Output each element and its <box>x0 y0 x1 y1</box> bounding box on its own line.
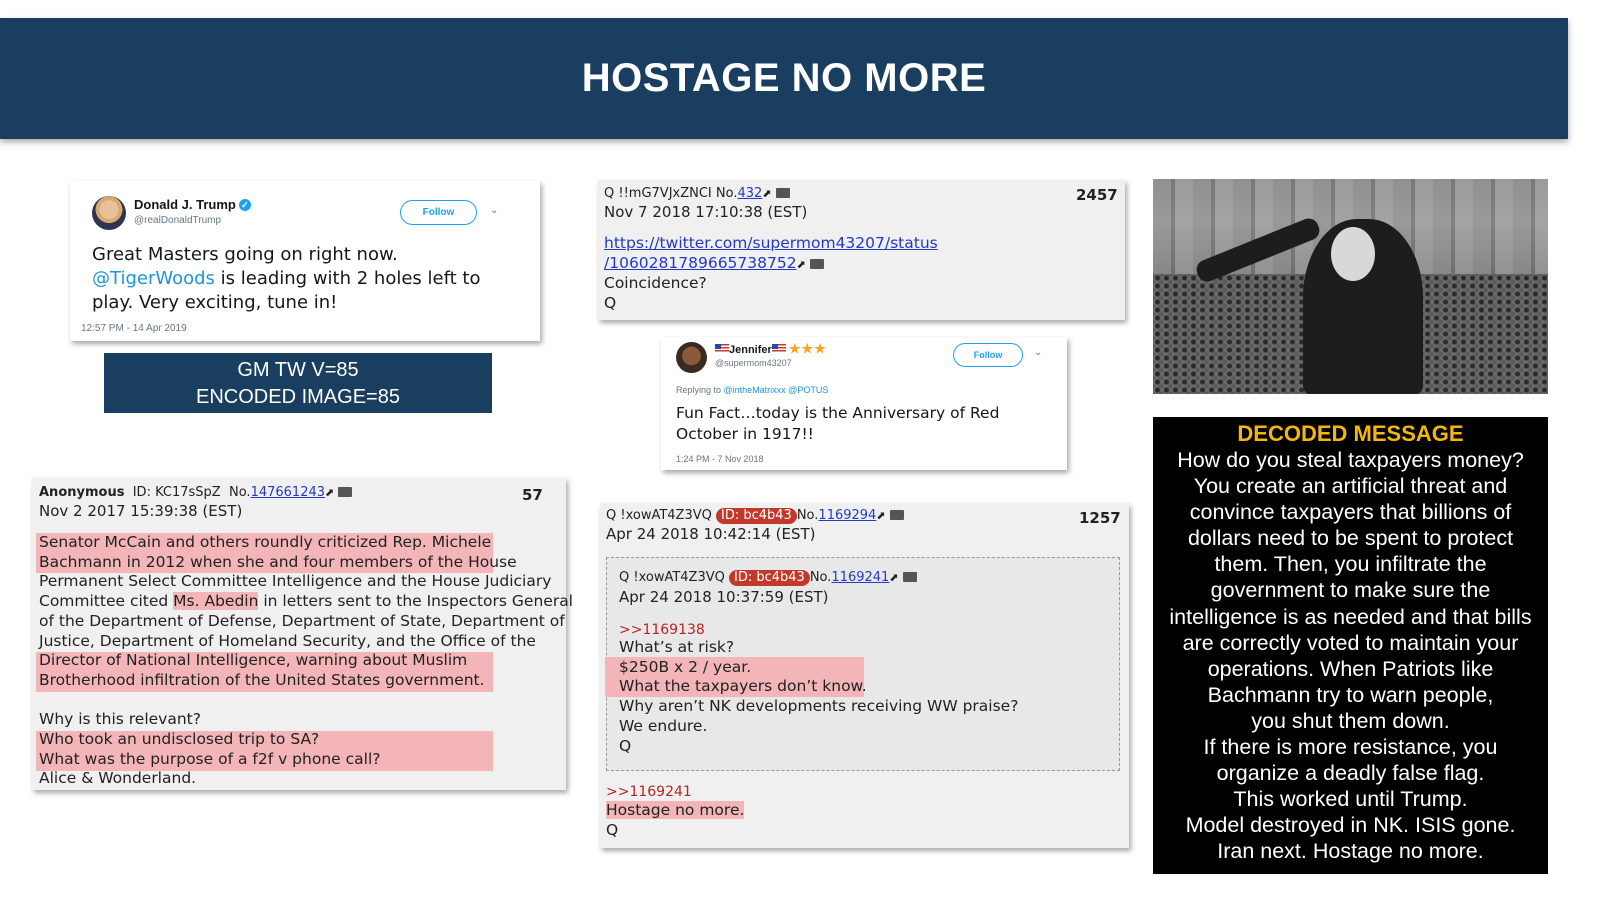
tweet-handle: @realDonaldTrump <box>134 215 222 226</box>
tweet-card-trump <box>70 181 540 341</box>
external-link-icon[interactable]: ⬈ <box>876 509 886 522</box>
post-line: of the Department of Defense, Department of State, Department of <box>39 611 565 630</box>
replying-to <box>676 385 828 395</box>
post-no-label: No. <box>809 570 832 585</box>
post-number-link[interactable]: 1169241 <box>831 570 890 585</box>
post-line: What’s at risk? <box>619 638 735 656</box>
post-date: Apr 24 2018 10:42:14 (EST) <box>606 525 816 543</box>
anon-post <box>32 478 573 790</box>
twitter-link[interactable]: https://twitter.com/supermom43207/status <box>604 234 938 252</box>
post-line: Why aren’t NK developments receiving WW praise? <box>619 697 1019 716</box>
decoded-line: intelligence is as needed and that bills <box>1169 604 1532 629</box>
decoded-line: You create an artificial threat and <box>1193 474 1508 499</box>
tweet-author <box>715 341 827 357</box>
post-line: Brotherhood infiltration of the United States government. <box>39 670 485 689</box>
chevron-down-icon[interactable]: ⌄ <box>1034 347 1043 358</box>
post-count: 2457 <box>1076 186 1118 204</box>
post-date: Apr 24 2018 10:37:59 (EST) <box>619 588 829 606</box>
mention-link[interactable]: @TigerWoods <box>92 268 215 289</box>
tweet-text <box>676 403 999 445</box>
post-line: What was the purpose of a f2f v phone call? <box>39 749 381 768</box>
external-link-icon[interactable]: ⬈ <box>889 571 899 584</box>
tweet-text-line: is leading with 2 holes left to <box>214 268 481 289</box>
q-post-2457 <box>598 180 1125 320</box>
post-header <box>604 186 790 201</box>
post-number-link[interactable]: 1169294 <box>818 508 877 523</box>
folder-icon[interactable] <box>776 188 790 198</box>
post-line: Why is this relevant? <box>39 710 201 729</box>
post-body <box>604 234 938 314</box>
post-tripcode: Q !xowAT4Z3VQ <box>606 508 712 523</box>
replying-label: Replying to <box>676 385 724 395</box>
quoted-post <box>606 557 1120 771</box>
folder-icon[interactable] <box>338 487 352 497</box>
post-header <box>619 570 917 586</box>
post-signature: Q <box>606 820 619 839</box>
post-line: Bachmann in 2012 when she and four members of the House <box>39 552 517 571</box>
decoded-line: convince taxpayers that billions of <box>1189 500 1512 525</box>
post-no-label: No. <box>228 485 251 500</box>
post-line: Committee cited <box>39 592 174 611</box>
post-no-label: No. <box>715 186 738 201</box>
decoded-line: If there is more resistance, you <box>1203 735 1498 760</box>
decoded-line: Model destroyed in NK. ISIS gone. <box>1185 813 1516 838</box>
follow-button[interactable]: Follow <box>400 200 477 225</box>
decoded-line: Iran next. Hostage no more. <box>1217 839 1484 864</box>
avatar <box>676 342 707 373</box>
post-id-badge: ID: bc4b43 <box>729 570 810 586</box>
decoded-line: How do you steal taxpayers money? <box>1177 448 1524 472</box>
author-name: Jennifer <box>729 344 772 356</box>
tweet-text-line: October in 1917!! <box>676 425 814 443</box>
historic-photo <box>1153 179 1548 394</box>
post-line: Director of National Intelligence, warning about Muslim <box>39 651 468 670</box>
post-count: 57 <box>522 486 543 504</box>
post-line: in letters sent to the Inspectors General <box>258 592 573 611</box>
post-id: ID: KC17sSpZ <box>132 485 221 500</box>
post-id-badge: ID: bc4b43 <box>716 508 797 524</box>
post-body <box>619 638 1018 756</box>
tweet-author <box>134 197 251 212</box>
decoded-line: organize a deadly false flag. <box>1216 761 1485 786</box>
tweet-timestamp: 12:57 PM - 14 Apr 2019 <box>81 323 187 334</box>
folder-icon[interactable] <box>890 510 904 520</box>
post-header <box>606 508 904 524</box>
tweet-handle: @supermom43207 <box>715 358 792 368</box>
post-line: Hostage no more. <box>606 801 745 819</box>
decoded-line: government to make sure the <box>1210 578 1491 603</box>
tweet-card-jennifer <box>661 337 1067 470</box>
encoded-value-line: ENCODED IMAGE=85 <box>196 386 400 408</box>
post-line: Coincidence? <box>604 274 707 293</box>
post-line: Senator McCain and others roundly criticized Rep. Michele <box>39 533 492 551</box>
decoded-line: operations. When Patriots like <box>1207 656 1494 681</box>
tweet-text-line: play. Very exciting, tune in! <box>92 292 338 313</box>
post-signature: Q <box>604 294 617 313</box>
post-signature: Q <box>619 736 632 755</box>
page-title: HOSTAGE NO MORE <box>581 56 987 100</box>
chevron-down-icon[interactable]: ⌄ <box>490 205 499 216</box>
verified-icon: ✓ <box>239 199 251 211</box>
decoded-line: are correctly voted to maintain your <box>1182 630 1519 655</box>
us-flag-icon <box>715 344 729 353</box>
photo-figure-head <box>1331 227 1375 281</box>
post-line: Justice, Department of Homeland Security, and the Office of the <box>39 631 536 650</box>
post-body <box>606 801 744 840</box>
post-no-label: No. <box>796 508 819 523</box>
post-line: $250B x 2 / year. <box>619 657 752 676</box>
post-number-link[interactable]: 147661243 <box>250 485 326 500</box>
us-flag-icon <box>772 344 786 353</box>
tweet-text-line: Great Masters going on right now. <box>92 244 398 265</box>
folder-icon[interactable] <box>903 572 917 582</box>
post-date: Nov 2 2017 15:39:38 (EST) <box>39 502 243 520</box>
highlighted-name: Ms. Abedin <box>173 592 259 611</box>
post-line: Permanent Select Committee Intelligence and the House Judiciary <box>39 572 552 591</box>
encoded-value-box <box>104 353 492 413</box>
decoded-message-box <box>1153 417 1548 874</box>
q-post-1257 <box>600 503 1129 848</box>
replying-to-link[interactable]: @intheMatrixxx @POTUS <box>723 385 829 395</box>
decoded-line: This worked until Trump. <box>1233 787 1468 812</box>
star-icon: ★★★ <box>788 341 827 356</box>
decoded-title: DECODED MESSAGE <box>1237 421 1464 446</box>
post-date: Nov 7 2018 17:10:38 (EST) <box>604 203 808 221</box>
decoded-line: dollars need to be spent to protect <box>1187 526 1514 551</box>
external-link-icon[interactable]: ⬈ <box>796 257 806 271</box>
external-link-icon[interactable]: ⬈ <box>325 486 335 499</box>
post-number-link[interactable]: 432 <box>737 186 763 201</box>
decoded-line: Bachmann try to warn people, <box>1207 682 1494 707</box>
post-tripcode: Q !!mG7VJxZNCI <box>604 186 712 201</box>
twitter-link[interactable]: /1060281789665738752 <box>604 253 797 272</box>
folder-icon[interactable] <box>810 259 824 269</box>
title-banner <box>0 18 1568 139</box>
external-link-icon[interactable]: ⬈ <box>762 187 772 200</box>
post-line: Who took an undisclosed trip to SA? <box>39 730 320 749</box>
post-author: Anonymous <box>39 485 125 500</box>
post-tripcode: Q !xowAT4Z3VQ <box>619 570 725 585</box>
post-line: We endure. <box>619 716 708 735</box>
encoded-value-line: GM TW V=85 <box>237 359 359 381</box>
post-line: What the taxpayers don’t know. <box>619 677 867 696</box>
post-count: 1257 <box>1079 509 1121 527</box>
follow-button[interactable]: Follow <box>953 343 1023 367</box>
post-header <box>39 485 352 500</box>
tweet-text <box>92 243 512 315</box>
post-reference[interactable]: >>1169138 <box>619 622 705 638</box>
avatar <box>92 196 126 230</box>
decoded-line: you shut them down. <box>1251 708 1450 733</box>
post-body <box>39 533 573 789</box>
post-line: Alice & Wonderland. <box>39 769 197 788</box>
tweet-timestamp: 1:24 PM - 7 Nov 2018 <box>676 454 764 464</box>
post-reference[interactable]: >>1169241 <box>606 784 692 800</box>
decoded-line: them. Then, you infiltrate the <box>1214 552 1487 577</box>
tweet-text-line: Fun Fact…today is the Anniversary of Red <box>676 404 1000 422</box>
author-name: Donald J. Trump <box>134 197 236 212</box>
